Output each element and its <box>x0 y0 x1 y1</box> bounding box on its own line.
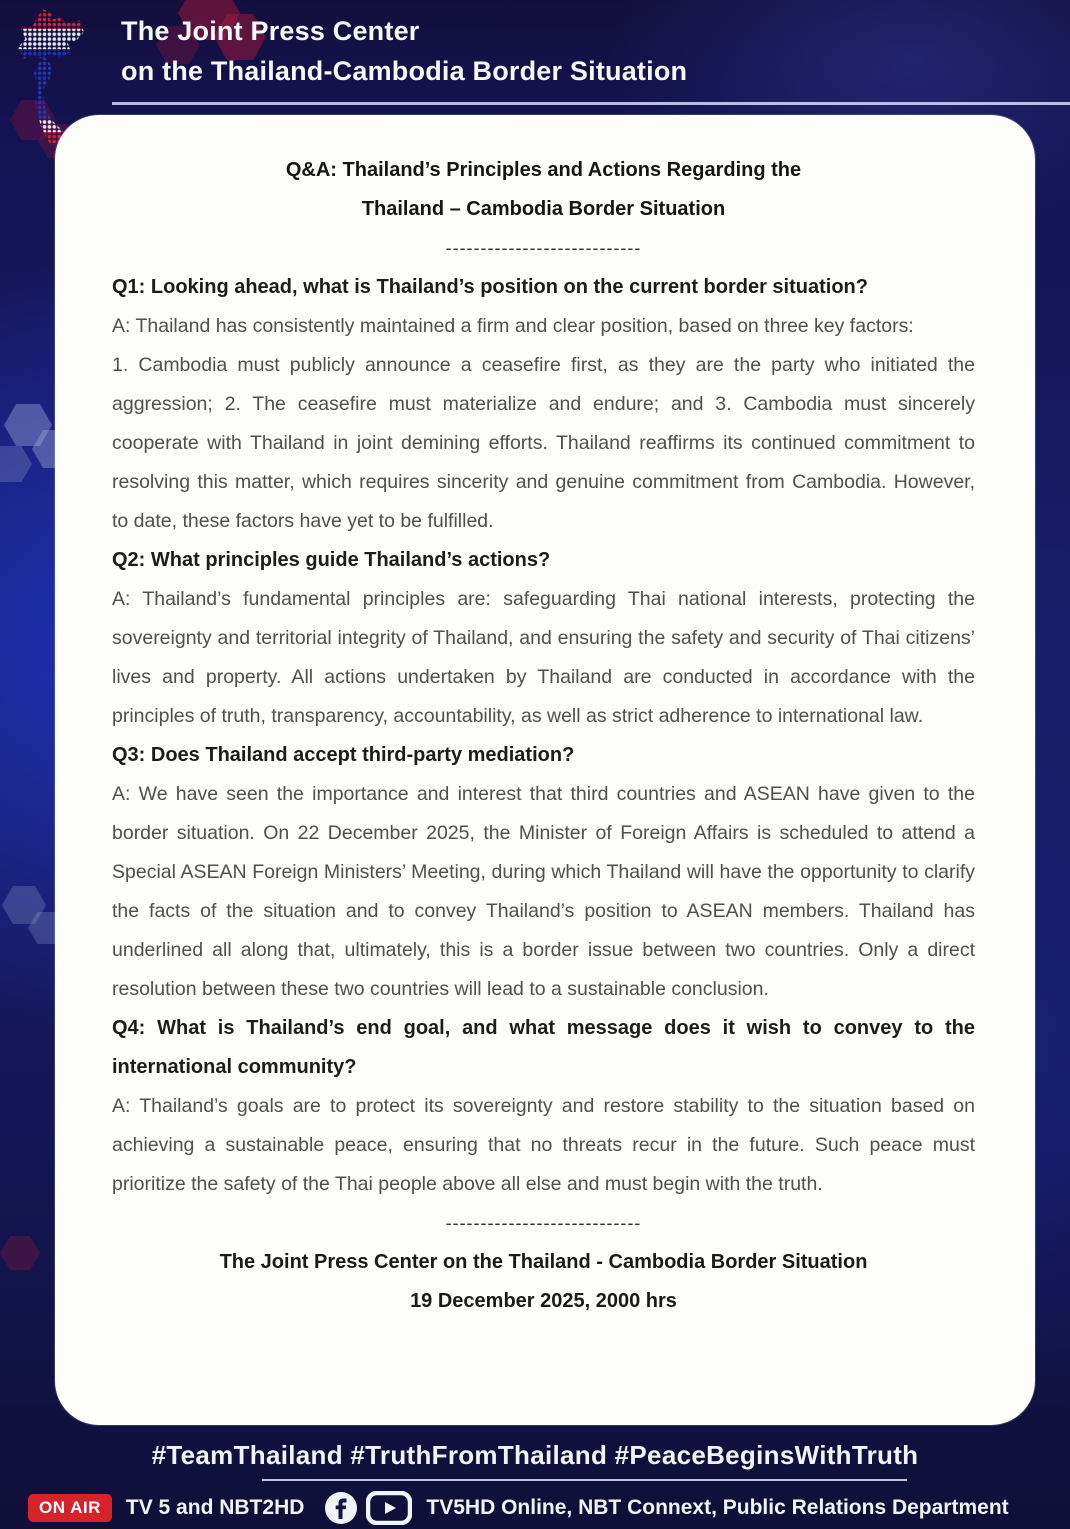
page-title-line1: The Joint Press Center <box>121 16 420 46</box>
header-divider <box>112 102 1070 105</box>
qa-item <box>112 268 975 541</box>
document-title-line1: Q&A: Thailand’s Principles and Actions Regarding the <box>285 159 802 181</box>
document-body <box>112 151 975 1321</box>
broadcast-channels-label: TV 5 and NBT2HD <box>125 1496 305 1519</box>
answer-text: A: Thailand’s fundamental principles are: safeguarding Thai national interests, protecting the sovereignty and territorial integrity of Thailand, and ensuring the safety and security of Thai citizens’ lives and property. All actions undertaken by Thailand are conducted in accordance with the principles of truth, transparency, accountability, as well as strict adherence to international law. <box>112 588 975 727</box>
answer-text: A: Thailand has consistently maintained a firm and clear position, based on three key factors: <box>112 315 914 337</box>
page-title-line2: on the Thailand-Cambodia Border Situation <box>121 56 688 86</box>
question-text: Q2: What principles guide Thailand’s actions? <box>112 549 551 571</box>
document-card <box>55 115 1035 1425</box>
hexagon-decoration <box>0 446 32 482</box>
answer-text: A: We have seen the importance and interest that third countries and ASEAN have given to the border situation. On 22 December 2025, the Minister of Foreign Affairs is scheduled to attend a Special ASEAN Foreign Ministers’ Meeting, during which Thailand will have the opportunity to clarify the facts of the situation and to convey Thailand’s position to ASEAN members. Thailand has underlined all along that, ultimately, this is a border issue between two countries. Only a direct resolution between these two countries will lead to a sustainable conclusion. <box>112 783 975 1000</box>
separator-dashes: ---------------------------- <box>445 1213 642 1233</box>
online-channels-label: TV5HD Online, NBT Connext, Public Relations Department <box>426 1496 1009 1519</box>
footer-divider <box>262 1479 907 1481</box>
hashtags-line: #TeamThailand #TruthFromThailand #PeaceBeginsWithTruth <box>151 1440 919 1470</box>
facebook-icon <box>324 1491 358 1525</box>
social-icons <box>324 1491 412 1525</box>
page-title <box>121 11 687 91</box>
document-title-line2: Thailand – Cambodia Border Situation <box>361 198 726 220</box>
separator-dashes: ---------------------------- <box>445 238 642 258</box>
qa-item <box>112 1009 975 1204</box>
answer-text: 1. Cambodia must publicly announce a ceasefire first, as they are the party who initiated the aggression; 2. The ceasefire must materialize and endure; and 3. Cambodia must sincerely cooperate with Thailand in joint demining efforts. Thailand reaffirms its continued commitment to resolving this matter, which requires sincerity and genuine commitment from Cambodia. However, to date, these factors have yet to be fulfilled. <box>112 354 975 532</box>
qa-item <box>112 541 975 736</box>
question-text: Q4: What is Thailand’s end goal, and what message does it wish to convey to the international community? <box>112 1017 975 1078</box>
broadcast-info-bar <box>28 1490 1050 1526</box>
header <box>0 0 1070 110</box>
question-text: Q3: Does Thailand accept third-party mediation? <box>112 744 575 766</box>
qa-item <box>112 736 975 1009</box>
hexagon-decoration <box>0 1236 40 1270</box>
closing-datetime: 19 December 2025, 2000 hrs <box>410 1290 677 1312</box>
closing-attribution: The Joint Press Center on the Thailand - Cambodia Border Situation <box>219 1251 868 1273</box>
youtube-icon <box>366 1491 412 1525</box>
answer-text: A: Thailand’s goals are to protect its sovereignty and restore stability to the situation based on achieving a sustainable peace, ensuring that no threats recur in the future. Such peace must prioritize the safety of the Thai people above all else and must begin with the truth. <box>112 1095 975 1195</box>
question-text: Q1: Looking ahead, what is Thailand’s position on the current border situation? <box>112 276 868 298</box>
on-air-badge: ON AIR <box>28 1494 112 1522</box>
